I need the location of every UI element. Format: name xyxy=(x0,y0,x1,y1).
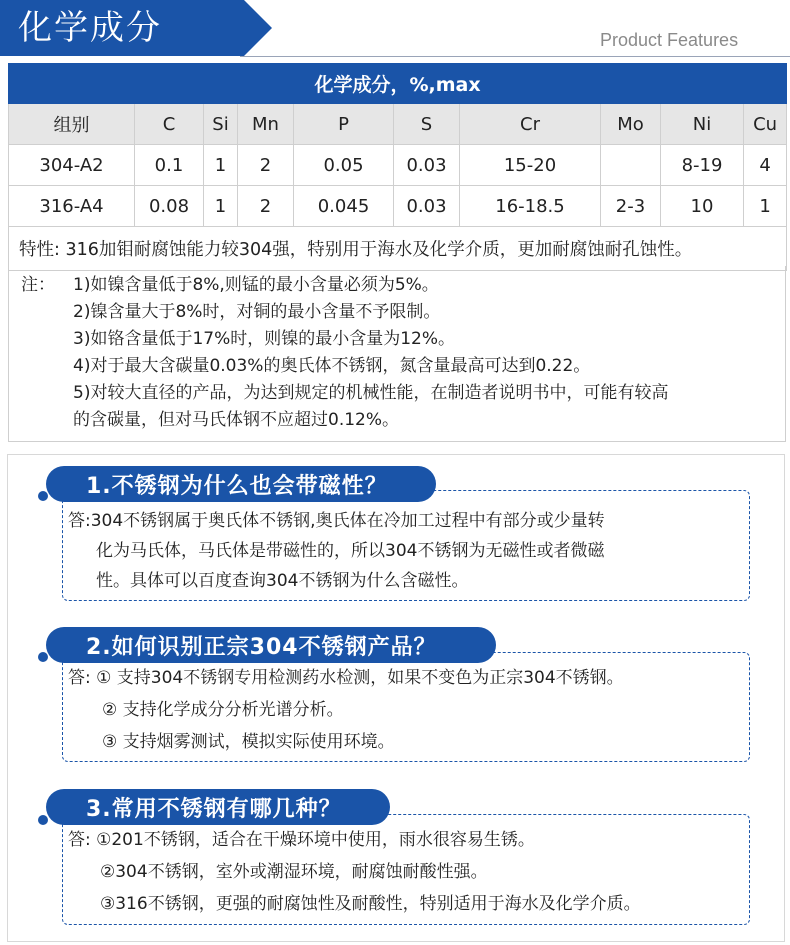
header xyxy=(0,0,790,62)
column-header: 组别 xyxy=(9,104,135,145)
table-cell xyxy=(601,145,661,186)
table-cell: 1 xyxy=(204,186,238,227)
column-header: Si xyxy=(204,104,238,145)
feature-row xyxy=(9,227,787,271)
table-cell: 0.045 xyxy=(294,186,394,227)
bullet-dot xyxy=(38,491,48,501)
bullet-dot xyxy=(38,815,48,825)
faq-answer-line: 化为马氏体，马氏体是带磁性的，所以304不锈钢为无磁性或者微磁 xyxy=(96,541,605,561)
note-text: 2)镍含量大于8%时，对铜的最小含量不予限制。 xyxy=(73,302,441,322)
faq-answer-line: 性。具体可以百度查询304不锈钢为什么含磁性。 xyxy=(96,571,469,591)
column-header: Mn xyxy=(238,104,294,145)
table-cell: 8-19 xyxy=(661,145,744,186)
note-text: 1)如镍含量低于8%,则锰的最小含量必须为5%。 xyxy=(73,275,439,295)
header-divider xyxy=(240,56,790,57)
column-header: Ni xyxy=(661,104,744,145)
note-continuation: 的含碳量，但对马氏体钢不应超过0.12%。 xyxy=(73,410,400,430)
table-cell: 0.03 xyxy=(394,186,460,227)
table-caption: 化学成分，%,max xyxy=(9,64,787,104)
faq-answer-line: 答:304不锈钢属于奥氏体不锈钢,奥氏体在冷加工过程中有部分或少量转 xyxy=(68,511,605,531)
table-cell: 2 xyxy=(238,145,294,186)
note-text: 5)对较大直径的产品，为达到规定的机械性能，在制造者说明书中，可能有较高 xyxy=(73,383,669,403)
table-header-row xyxy=(9,104,787,145)
faq-title: 2.如何识别正宗304不锈钢产品？ xyxy=(86,635,437,660)
column-header: Cr xyxy=(460,104,601,145)
faq-answer-line: ② 支持化学成分分析光谱分析。 xyxy=(102,700,344,720)
table-cell: 1 xyxy=(204,145,238,186)
column-header: S xyxy=(394,104,460,145)
notes-label: 注： xyxy=(21,275,55,295)
faq-answer-line: 答: ① 支持304不锈钢专用检测药水检测，如果不变色为正宗304不锈钢。 xyxy=(68,668,624,688)
table-cell: 15-20 xyxy=(460,145,601,186)
table-cell: 0.08 xyxy=(135,186,204,227)
table-cell: 4 xyxy=(744,145,787,186)
faq-answer-line: ②304不锈钢，室外或潮湿环境，耐腐蚀耐酸性强。 xyxy=(100,862,488,882)
table-cell: 16-18.5 xyxy=(460,186,601,227)
composition-table xyxy=(8,63,786,271)
table-cell: 316-A4 xyxy=(9,186,135,227)
table-cell: 10 xyxy=(661,186,744,227)
column-header: Cu xyxy=(744,104,787,145)
note-text: 3)如铬含量低于17%时，则镍的最小含量为12%。 xyxy=(73,329,456,349)
table-row xyxy=(9,145,787,186)
faq-title: 1.不锈钢为什么也会带磁性？ xyxy=(86,474,388,499)
table-cell: 0.1 xyxy=(135,145,204,186)
page-subtitle: Product Features xyxy=(600,30,739,50)
note-line xyxy=(21,272,785,299)
bullet-dot xyxy=(38,652,48,662)
table-cell: 1 xyxy=(744,186,787,227)
faq-title: 3.常用不锈钢有哪几种？ xyxy=(86,797,342,822)
column-header: P xyxy=(294,104,394,145)
table-cell: 0.05 xyxy=(294,145,394,186)
table-cell: 2-3 xyxy=(601,186,661,227)
faq-answer-line: ③316不锈钢，更强的耐腐蚀性及耐酸性，特别适用于海水及化学介质。 xyxy=(100,894,641,914)
feature-text: 特性: 316加钼耐腐蚀能力较304强，特别用于海水及化学介质，更加耐腐蚀耐孔蚀性。 xyxy=(9,227,787,271)
table-row xyxy=(9,186,787,227)
table-cell: 0.03 xyxy=(394,145,460,186)
page-title: 化学成分 xyxy=(18,8,162,48)
note-text: 4)对于最大含碳量0.03%的奥氏体不锈钢，氮含量最高可达到0.22。 xyxy=(73,356,591,376)
table-cell: 304-A2 xyxy=(9,145,135,186)
faq-answer-line: ③ 支持烟雾测试，模拟实际使用环境。 xyxy=(102,732,395,752)
column-header: C xyxy=(135,104,204,145)
notes-section xyxy=(8,266,786,442)
table-cell: 2 xyxy=(238,186,294,227)
column-header: Mo xyxy=(601,104,661,145)
faq-answer-line: 答: ①201不锈钢，适合在干燥环境中使用，雨水很容易生锈。 xyxy=(68,830,535,850)
